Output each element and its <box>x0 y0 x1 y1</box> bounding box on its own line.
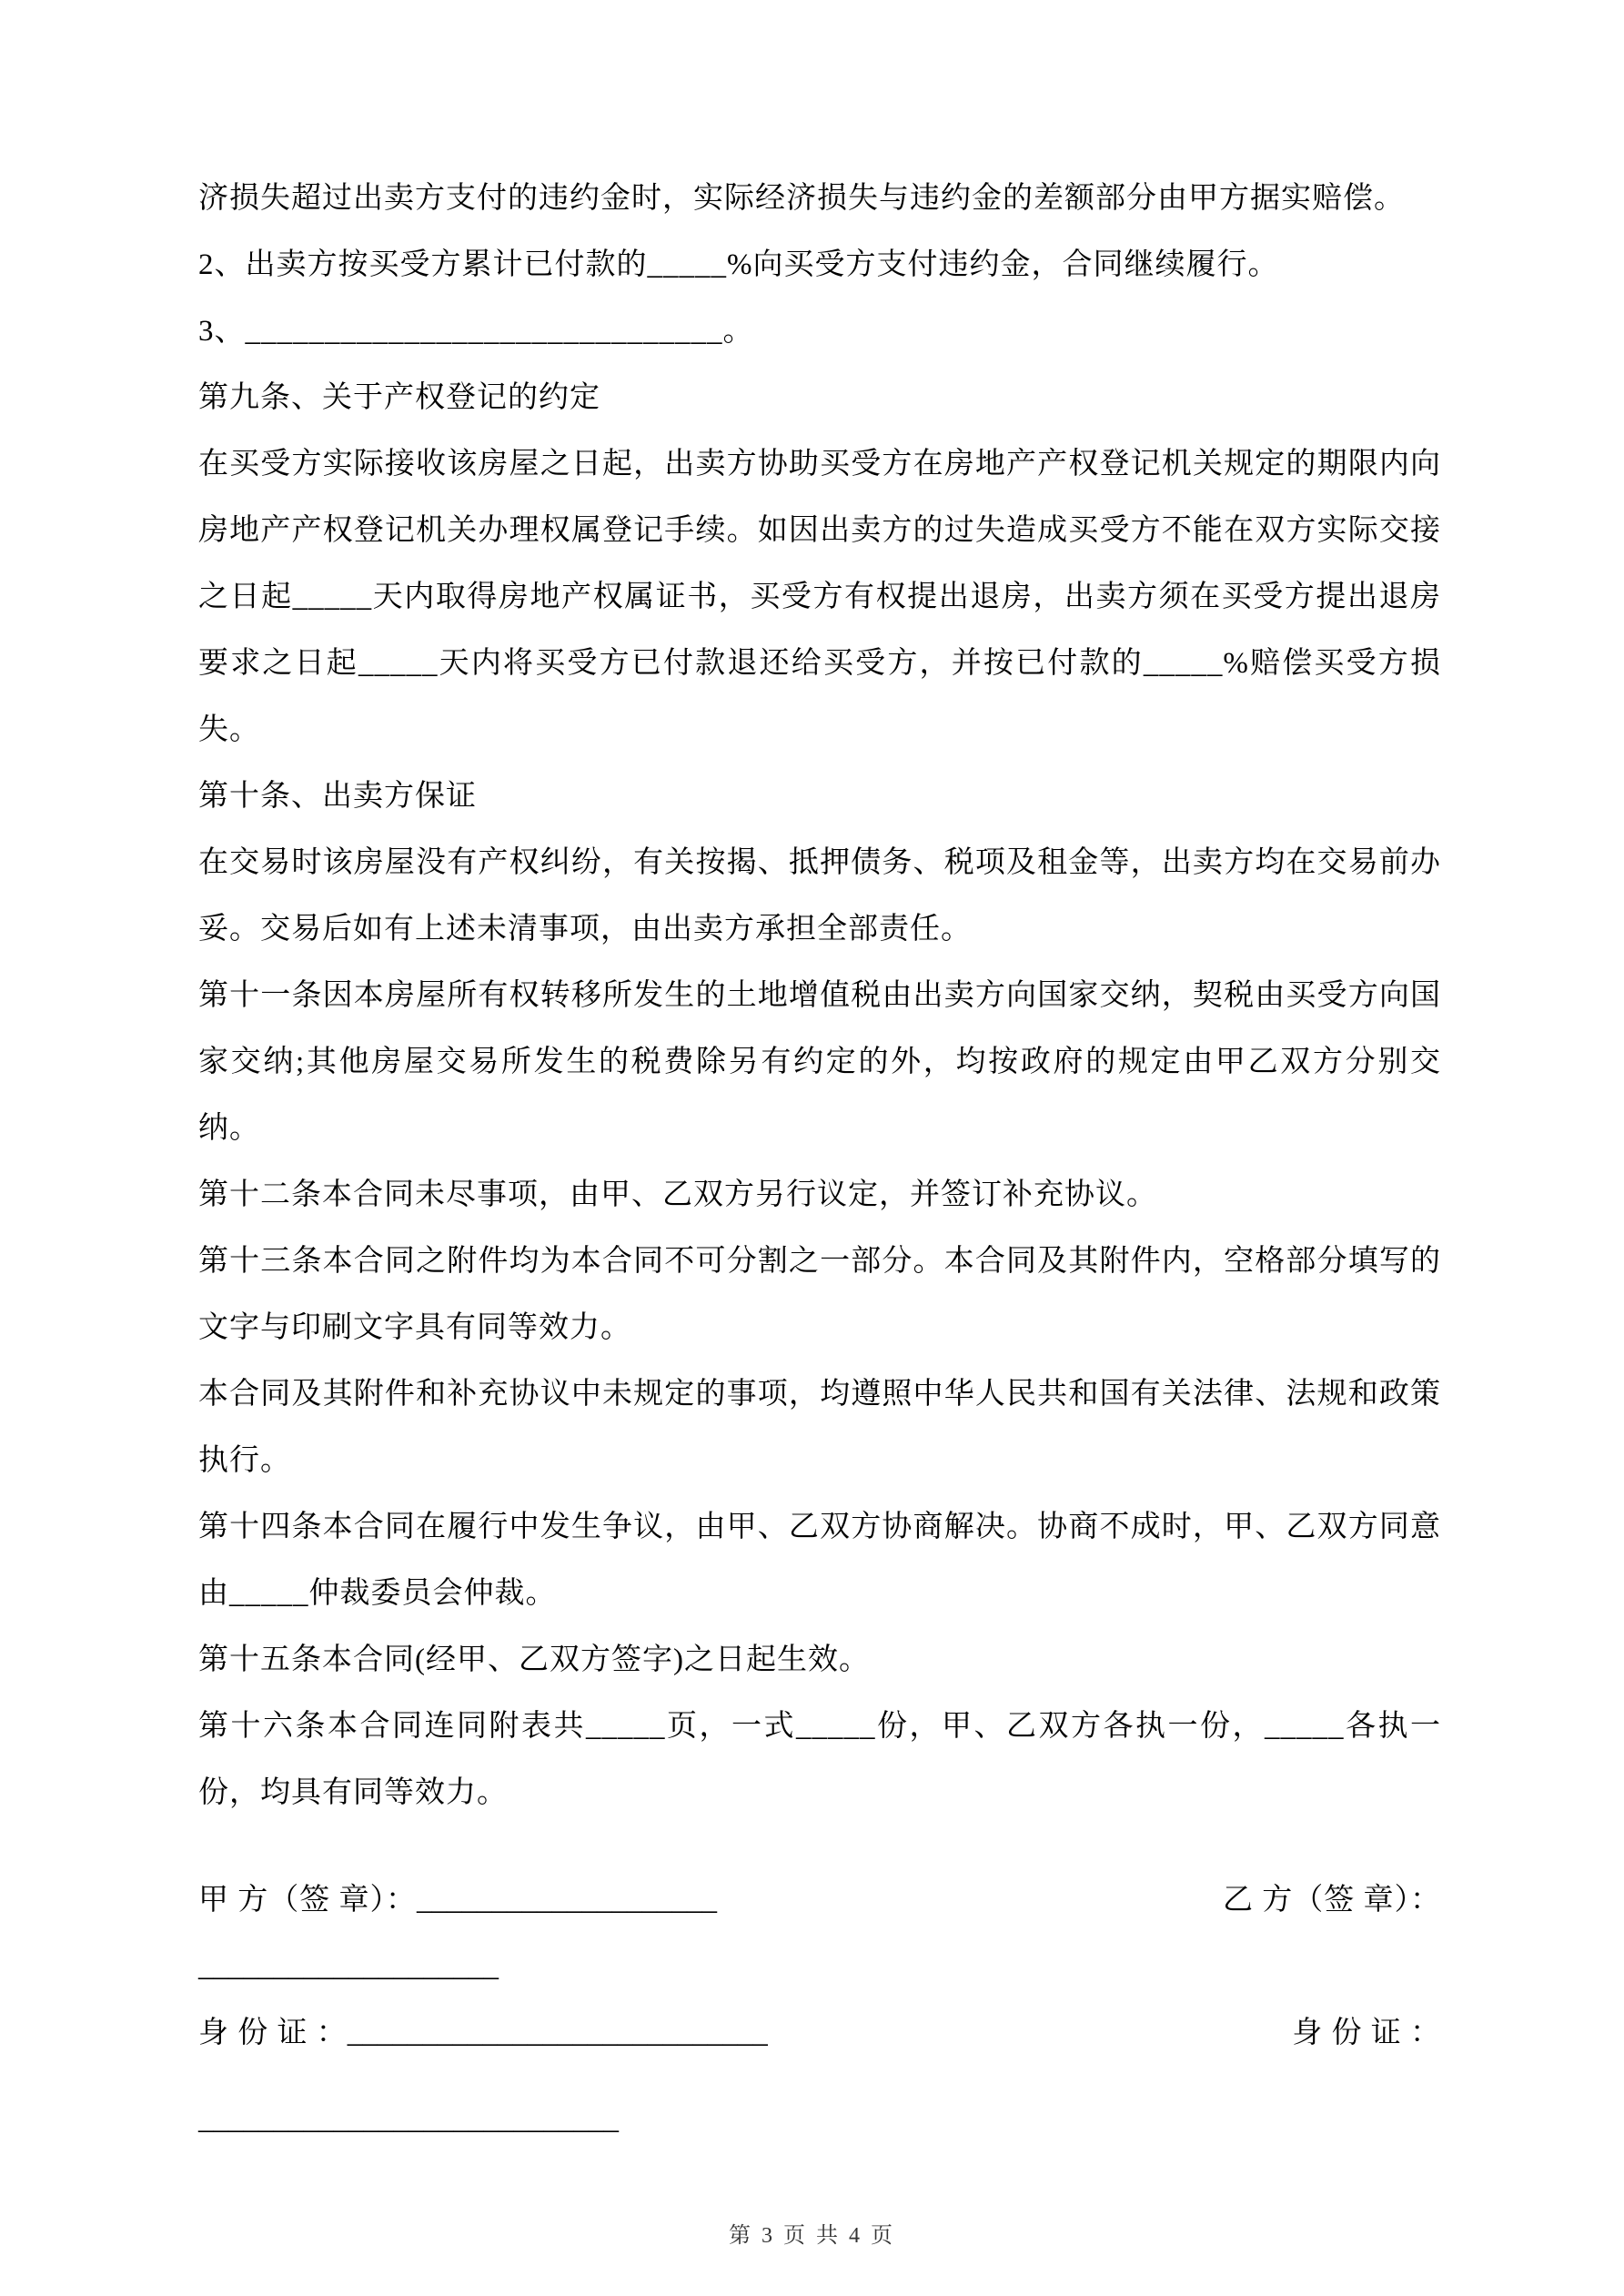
article-13-body: 第十三条本合同之附件均为本合同不可分割之一部分。本合同及其附件内，空格部分填写的文字与印刷文字具有同等效力。 <box>198 1245 1441 1344</box>
signature-block <box>198 1867 1441 2153</box>
party-b-id-label: 身 份 证 ： <box>1292 2017 1441 2049</box>
article-12-body: 第十二条本合同未尽事项，由甲、乙双方另行议定，并签订补充协议。 <box>198 1178 1157 1211</box>
party-a-id <box>198 2000 768 2067</box>
party-a-signature <box>198 1867 717 1934</box>
article-16-body: 第十六条本合同连同附表共_____页，一式_____份，甲、乙双方各执一份，_____各执一份，均具有同等效力。 <box>198 1710 1441 1809</box>
party-a-label: 甲 方（签 章）： <box>198 1884 417 1917</box>
party-a-signature-blank-line2: ____________________ <box>198 1950 499 1983</box>
party-b-label: 乙 方（签 章）： <box>1223 1884 1441 1917</box>
article-13-extra: 本合同及其附件和补充协议中未规定的事项，均遵照中华人民共和国有关法律、法规和政策执行。 <box>198 1378 1441 1477</box>
page-number-footer: 第 3 页 共 4 页 <box>729 2224 895 2248</box>
article-11-body: 第十一条因本房屋所有权转移所发生的土地增值税由出卖方向国家交纳，契税由买受方向国家交纳;其他房屋交易所发生的税费除另有约定的外，均按政府的规定由甲乙双方分别交纳。 <box>198 979 1441 1145</box>
signature-row-id <box>198 2000 1441 2067</box>
signature-row-blank4 <box>198 2087 1441 2153</box>
article-10-body: 在交易时该房屋没有产权纠纷，有关按揭、抵押债务、税项及租金等，出卖方均在交易前办妥。交易后如有上述未清事项，由出卖方承担全部责任。 <box>198 846 1441 946</box>
clause-penalty-item2: 2、出卖方按买受方累计已付款的_____%向买受方支付违约金，合同继续履行。 <box>198 248 1279 281</box>
signature-row-party <box>198 1867 1441 1934</box>
party-a-id-blank: ____________________________ <box>347 2017 768 2049</box>
contract-body <box>198 166 1441 1826</box>
clause-penalty-item3: 3、______________________________。 <box>198 315 754 348</box>
party-a-id-label: 身 份 证 ： <box>198 2017 348 2049</box>
signature-row-blank2 <box>198 1934 1441 2000</box>
article-9-body: 在买受方实际接收该房屋之日起，出卖方协助买受方在房地产产权登记机关规定的期限内向房地产产权登记机关办理权属登记手续。如因出卖方的过失造成买受方不能在双方实际交接之日起_____天内取得房地产权属证书，买受方有权提出退房，出卖方须在买受方提出退房要求之日起_____天内将买受方已付款退还给买受方，并按已付款的_____%赔偿买受方损失。 <box>198 448 1441 746</box>
party-a-id-blank-line2: ____________________________ <box>198 2103 619 2136</box>
paragraph-continuation: 济损失超过出卖方支付的违约金时，实际经济损失与违约金的差额部分由甲方据实赔偿。 <box>198 182 1405 215</box>
party-a-signature-blank: ____________________ <box>417 1884 717 1917</box>
article-9-heading: 第九条、关于产权登记的约定 <box>198 381 600 414</box>
article-15-body: 第十五条本合同(经甲、乙双方签字)之日起生效。 <box>198 1644 870 1676</box>
article-14-body: 第十四条本合同在履行中发生争议，由甲、乙双方协商解决。协商不成时，甲、乙双方同意由_____仲裁委员会仲裁。 <box>198 1511 1441 1610</box>
article-10-heading: 第十条、出卖方保证 <box>198 780 477 813</box>
